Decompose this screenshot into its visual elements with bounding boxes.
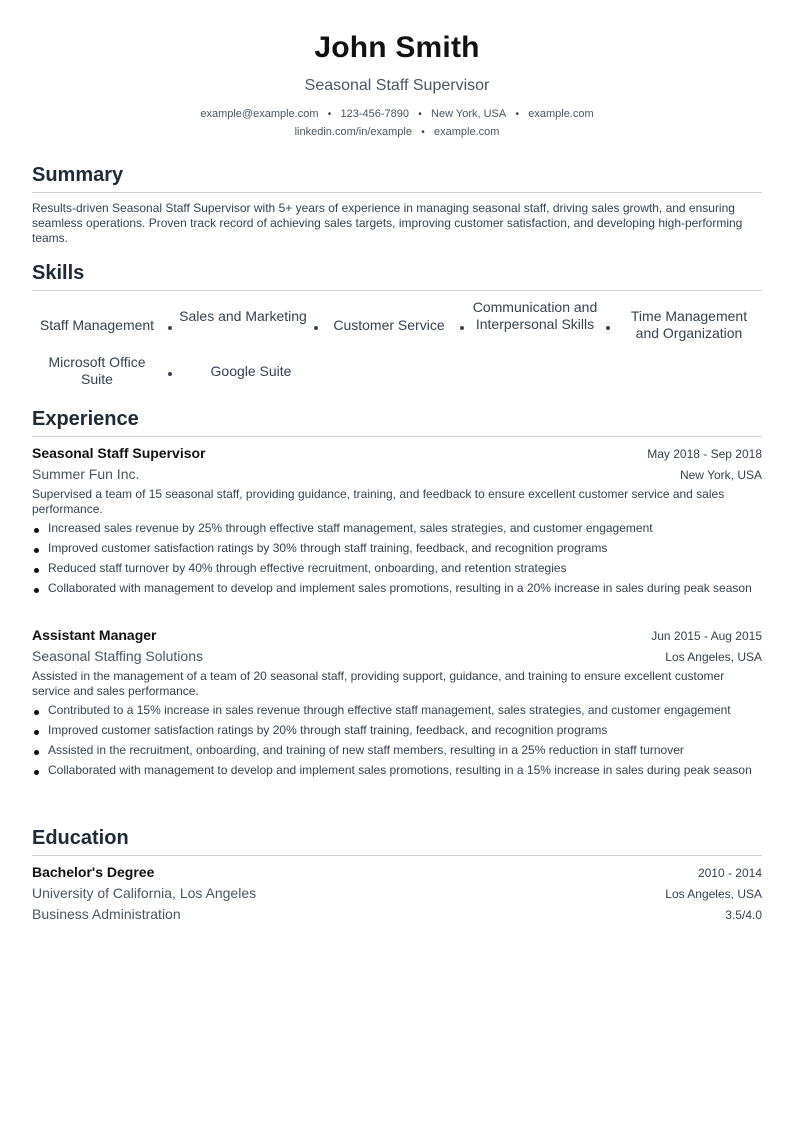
education-divider	[32, 855, 762, 856]
skill-separator-dot	[168, 326, 172, 330]
skills-heading: Skills	[32, 262, 85, 284]
skill-separator-dot	[460, 326, 464, 330]
candidate-title: Seasonal Staff Supervisor	[304, 77, 490, 94]
candidate-name: John Smith	[314, 31, 480, 64]
list-item: Assisted in the recruitment, onboarding, and training of new staff members, resulting in a 25% reduction in staff turnover	[32, 743, 762, 758]
job-1-location: New York, USA	[679, 468, 762, 482]
job-1-bullets	[32, 521, 762, 601]
job-2-description: Assisted in the management of a team of 20 seasonal staff, providing support, guidance, and training to ensure excellent customer service and sales performance.	[32, 669, 725, 698]
education-field-row	[32, 906, 762, 922]
job-2-bullets	[32, 703, 762, 783]
separator-dot: •	[327, 109, 332, 120]
bullet-dot	[34, 770, 39, 775]
skill-item: Staff Management	[39, 317, 155, 333]
education-location: Los Angeles, USA	[665, 887, 762, 901]
skill-separator-dot	[168, 372, 172, 376]
contact-location: New York, USA	[431, 108, 507, 120]
bullet-dot	[34, 588, 39, 593]
contact-line-1	[32, 108, 762, 120]
summary-divider	[32, 192, 762, 193]
contact-linkedin[interactable]: linkedin.com/in/example	[294, 126, 412, 138]
skill-item: Microsoft Office Suite	[48, 354, 146, 387]
list-item: Increased sales revenue by 25% through effective staff management, sales strategies, and customer engagement	[32, 521, 762, 536]
skill-separator-dot	[606, 326, 610, 330]
skills-divider	[32, 290, 762, 291]
job-2-header	[32, 627, 762, 643]
job-2-dates: Jun 2015 - Aug 2015	[651, 629, 762, 643]
separator-dot: •	[421, 127, 425, 138]
skill-item: Customer Service	[333, 317, 445, 333]
job-2-location: Los Angeles, USA	[665, 650, 762, 664]
bullet-dot	[34, 568, 39, 573]
contact-website[interactable]: example.com	[528, 108, 594, 120]
job-1-dates: May 2018 - Sep 2018	[647, 447, 762, 461]
skill-item: Communication and Interpersonal Skills	[472, 299, 598, 332]
list-item: Improved customer satisfaction ratings by 30% through staff training, feedback, and recognition programs	[32, 541, 762, 556]
experience-heading: Experience	[32, 408, 139, 430]
job-1-description: Supervised a team of 15 seasonal staff, providing guidance, training, and feedback to ensure excellent customer service and sales performance.	[32, 487, 725, 516]
skill-item: Time Management and Organization	[630, 308, 748, 341]
experience-divider	[32, 436, 762, 437]
list-item: Collaborated with management to develop and implement sales promotions, resulting in a 20% increase in sales during peak season	[32, 581, 762, 596]
contact-email[interactable]: example@example.com	[200, 108, 319, 120]
skill-separator-dot	[314, 326, 318, 330]
job-2-role: Assistant Manager	[32, 627, 157, 643]
summary-heading: Summary	[32, 164, 124, 186]
education-dates: 2010 - 2014	[697, 866, 762, 880]
list-item: Reduced staff turnover by 40% through effective recruitment, onboarding, and retention strategies	[32, 561, 762, 576]
list-item: Contributed to a 15% increase in sales revenue through effective staff management, sales strategies, and customer engagement	[32, 703, 762, 718]
job-2-subheader	[32, 648, 762, 664]
job-1-role: Seasonal Staff Supervisor	[32, 445, 206, 461]
list-item: Collaborated with management to develop and implement sales promotions, resulting in a 15% increase in sales during peak season	[32, 763, 762, 778]
job-1-header	[32, 445, 762, 461]
bullet-dot	[34, 528, 39, 533]
education-degree: Bachelor's Degree	[32, 864, 155, 880]
bullet-dot	[34, 730, 39, 735]
job-2-company: Seasonal Staffing Solutions	[32, 648, 203, 664]
contact-website-2[interactable]: example.com	[433, 126, 500, 138]
education-school-row	[32, 885, 762, 901]
education-field: Business Administration	[32, 906, 181, 922]
contact-phone: 123-456-7890	[340, 108, 410, 120]
list-item: Improved customer satisfaction ratings by 20% through staff training, feedback, and recognition programs	[32, 723, 762, 738]
bullet-dot	[34, 710, 39, 715]
separator-dot: •	[418, 109, 422, 120]
education-heading: Education	[32, 827, 129, 849]
job-1-company: Summer Fun Inc.	[32, 466, 140, 482]
bullet-dot	[34, 548, 39, 553]
education-header	[32, 864, 762, 880]
separator-dot: •	[515, 109, 519, 120]
skill-item: Sales and Marketing	[179, 308, 307, 324]
skill-item: Google Suite	[210, 363, 292, 379]
job-1-subheader	[32, 466, 762, 482]
education-gpa: 3.5/4.0	[725, 908, 762, 922]
contact-line-2	[32, 126, 762, 138]
education-school: University of California, Los Angeles	[32, 885, 257, 901]
summary-text: Results-driven Seasonal Staff Supervisor with 5+ years of experience in managing seasonal staff, driving sales growth, and ensuring seamless operations. Proven track record of achieving sales targets, improving customer satisfaction, and developing high-performing teams.	[32, 201, 743, 245]
bullet-dot	[34, 750, 39, 755]
